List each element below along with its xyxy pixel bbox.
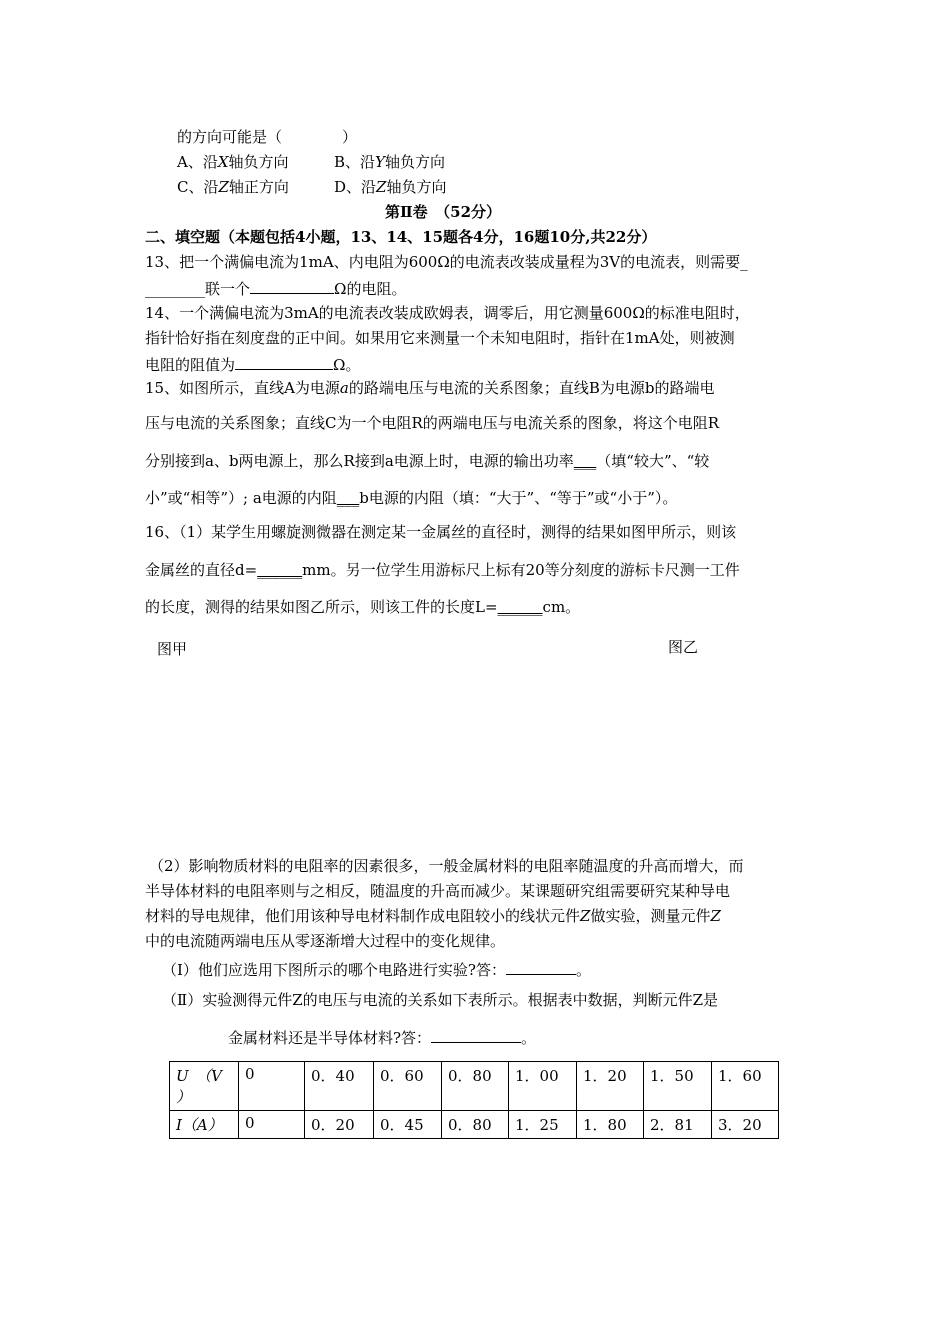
voltage-current-table [169, 1061, 779, 1139]
table-cell: 0 [239, 1111, 305, 1139]
table-cell: 0．80 [442, 1111, 509, 1139]
section-title: 第Ⅱ卷 （52分） [385, 203, 502, 221]
table-cell: 3．20 [712, 1111, 779, 1139]
table-cell: 1．80 [577, 1111, 644, 1139]
q16-blank-d[interactable]: ______ [257, 561, 303, 579]
table-cell: 0．40 [305, 1062, 374, 1111]
table-cell: 1．60 [712, 1062, 779, 1111]
q13-line2: ________联一个 Ω的电阻。 [145, 277, 406, 299]
q14-line2: 指针恰好指在刻度盘的正中间。如果用它来测量一个未知电阻时，指针在1mA处，则被测 [145, 329, 735, 347]
table-cell: 1．50 [644, 1062, 712, 1111]
table-row-voltage [170, 1062, 779, 1111]
q16-sub1: （Ⅰ）他们应选用下图所示的哪个电路进行实验?答： 。 [162, 958, 591, 980]
q15-blank-1[interactable]: ___ [573, 452, 597, 470]
q12-option-a: A、沿X轴负方向 [177, 153, 289, 171]
q16-line1: 16、（1）某学生用螺旋测微器在测定某一金属丝的直径时，测得的结果如图甲所示，则该 [145, 523, 737, 541]
table-cell: 0．80 [442, 1062, 509, 1111]
table-cell: 2．81 [644, 1111, 712, 1139]
q13-line1: 13、把一个满偏电流为1mA、内电阻为600Ω的电流表改装成量程为3V的电流表，则需要_ [145, 253, 748, 271]
q15-line1: 15、如图所示，直线A为电源a的路端电压与电流的关系图象；直线B为电源b的路端电 [145, 379, 715, 397]
q12-option-b: B、沿Y轴负方向 [334, 153, 445, 171]
q14-line3: 电阻的阻值为 Ω。 [145, 353, 360, 375]
q16-line2: 金属丝的直径d=______mm。另一位学生用游标尺上标有20等分刻度的游标卡尺测一工件 [145, 561, 740, 579]
q16-part2-line3: 材料的导电规律，他们用该种导电材料制作成电阻较小的线状元件Z做实验，测量元件Z [145, 907, 721, 925]
table-cell: 1．00 [509, 1062, 577, 1111]
q12-stem-end: 的方向可能是（ ） [177, 128, 358, 146]
q15-line2: 压与电流的关系图象；直线C为一个电阻R的两端电压与电流关系的图象，将这个电阻R [145, 414, 720, 432]
q16-line3: 的长度，测得的结果如图乙所示，则该工件的长度L=______cm。 [145, 598, 581, 616]
table-cell: 0．60 [374, 1062, 442, 1111]
q13-answer-blank[interactable] [250, 277, 334, 294]
section-heading: 二、填空题（本题包括4小题，13、14、15题各4分，16题10分,共22分） [145, 228, 657, 246]
q16-sub2-line2: 金属材料还是半导体材料?答： 。 [228, 1026, 536, 1048]
q16-part2-line1: （2）影响物质材料的电阻率的因素很多，一般金属材料的电阻率随温度的升高而增大，而 [149, 857, 744, 875]
q16-sub2-blank[interactable] [431, 1026, 521, 1043]
table-cell: 0．45 [374, 1111, 442, 1139]
figure-a-label: 图甲 [157, 640, 188, 658]
q16-sub2: （Ⅱ）实验测得元件Z的电压与电流的关系如下表所示。根据表中数据，判断元件Z是 [162, 991, 719, 1009]
figure-b-label: 图乙 [668, 638, 699, 656]
table-header-u: U （V ） [170, 1062, 239, 1111]
table-row-current [170, 1111, 779, 1139]
table-cell: 0 [239, 1062, 305, 1111]
q12-option-d: D、沿Z轴负方向 [334, 178, 447, 196]
table-cell: 0．20 [305, 1111, 374, 1139]
q16-part2-line2: 半导体材料的电阻率则与之相反，随温度的升高而减少。某课题研究组需要研究某种导电 [145, 882, 731, 900]
q14-line1: 14、一个满偏电流为3mA的电流表改装成欧姆表，调零后，用它测量600Ω的标准电阻时， [145, 304, 750, 322]
q14-answer-blank[interactable] [235, 353, 333, 370]
table-header-i: I（A） [170, 1111, 239, 1139]
q16-part2-line4: 中的电流随两端电压从零逐渐增大过程中的变化规律。 [145, 932, 506, 950]
table-cell: 1．25 [509, 1111, 577, 1139]
q16-blank-l[interactable]: ______ [497, 598, 543, 616]
table-cell: 1．20 [577, 1062, 644, 1111]
q16-sub1-blank[interactable] [506, 958, 576, 975]
q15-line4: 小”或“相等”）; a电源的内阻___b电源的内阻（填：“大于”、“等于”或“小于”）。 [145, 489, 678, 507]
q15-blank-2[interactable]: ___ [336, 489, 360, 507]
q15-line3: 分别接到a、b两电源上，那么R接到a电源上时，电源的输出功率___（填“较大”、“较 [145, 452, 710, 470]
q12-option-c: C、沿Z轴正方向 [177, 178, 289, 196]
